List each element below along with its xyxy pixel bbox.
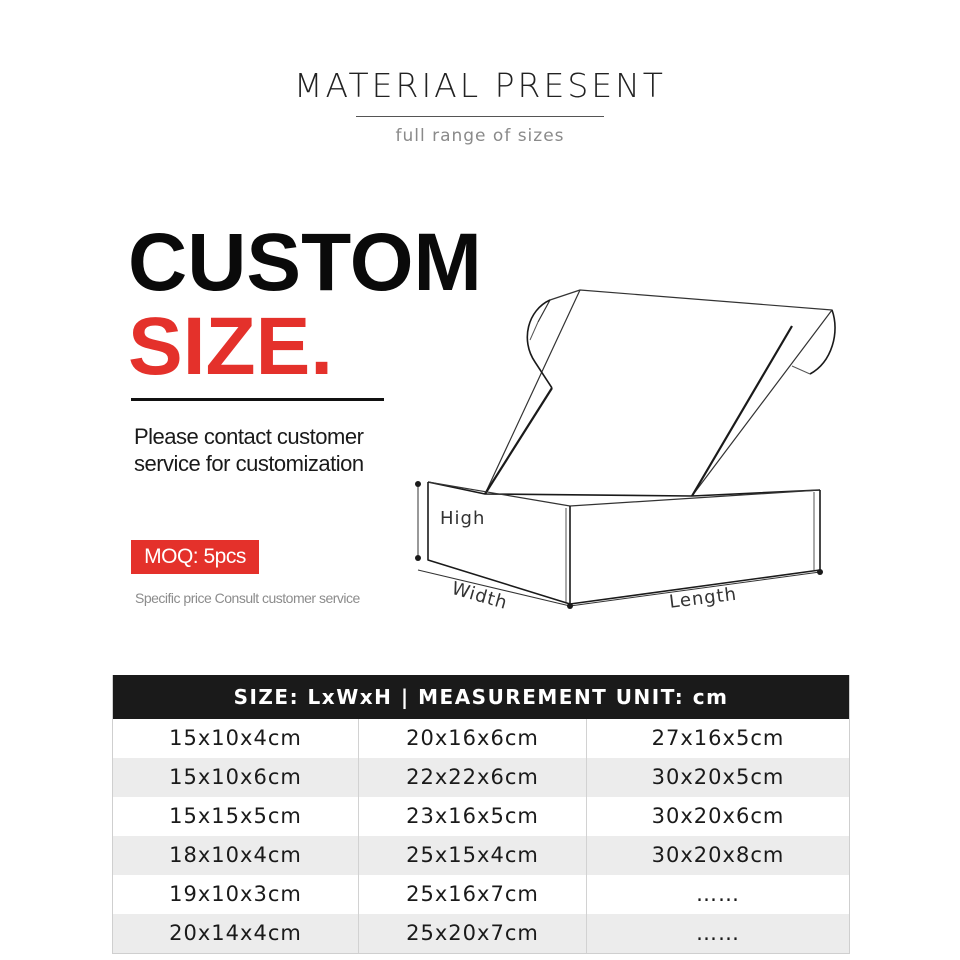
size-cell: 18x10x4cm (113, 836, 359, 875)
size-cell: 30x20x6cm (651, 804, 785, 828)
size-cell: 30x20x5cm (651, 765, 785, 789)
height-label: High (440, 508, 486, 529)
size-cell: 23x16x5cm (359, 797, 587, 836)
size-cell: 30x20x8cm (651, 843, 785, 867)
page-title: MATERIAL PRESENT (294, 66, 666, 105)
size-cell: 22x22x6cm (359, 758, 587, 797)
heading-divider (131, 398, 384, 401)
box-illustration (400, 270, 840, 630)
custom-heading: CUSTOM (128, 217, 482, 308)
length-label: Length (668, 583, 739, 613)
size-table-header: SIZE: LxWxH | MEASUREMENT UNIT: cm (113, 675, 849, 719)
size-cell: 25x16x7cm (359, 875, 587, 914)
size-cell: …… (696, 882, 740, 906)
price-note: Specific price Consult customer service (135, 590, 360, 606)
size-cell: 25x15x4cm (359, 836, 587, 875)
size-cell: 19x10x3cm (113, 875, 359, 914)
table-row (113, 836, 849, 875)
size-cell: 20x14x4cm (113, 914, 359, 953)
size-cell: …… (696, 921, 740, 945)
contact-message: Please contact customer service for customization (134, 424, 364, 476)
table-row (113, 875, 849, 914)
table-row (113, 797, 849, 836)
size-cell: 25x20x7cm (359, 914, 587, 953)
moq-badge: MOQ: 5pcs (131, 540, 259, 574)
table-row (113, 758, 849, 797)
width-label: Width (449, 578, 511, 614)
size-cell: 27x16x5cm (651, 726, 785, 750)
size-cell: 15x10x6cm (113, 758, 359, 797)
title-divider (356, 116, 604, 117)
size-heading: SIZE. (128, 301, 334, 392)
size-cell: 15x10x4cm (113, 719, 359, 758)
table-row (113, 719, 849, 758)
page-subtitle: full range of sizes (395, 126, 565, 146)
size-cell: 20x16x6cm (359, 719, 587, 758)
size-table (112, 675, 850, 954)
table-row (113, 914, 849, 953)
size-cell: 15x15x5cm (113, 797, 359, 836)
